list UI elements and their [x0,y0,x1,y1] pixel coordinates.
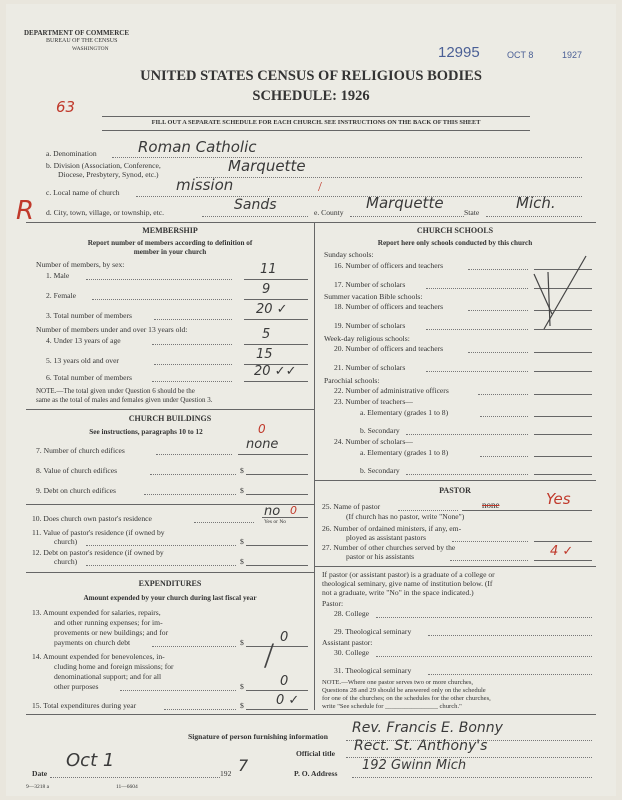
q25-value: Yes [546,490,571,508]
year-prefix: 192 [220,769,232,778]
expenditures-heading: EXPENDITURES [138,579,202,588]
county-value: Marquette [366,194,444,212]
margin-note: 63 [56,98,76,116]
census-schedule-sheet: DEPARTMENT OF COMMERCE BUREAU OF THE CENSUS WASHINGTON 12995 OCT 8 1927 UNITED STATES CENSUS OF RELIGIOUS BODIES SCHEDULE: 1926 63 FILL OUT A SEPARATE SCHEDULE FOR EACH CHURCH. SEE INSTRUCTIONS ON THE BACK OF THIS SHEET a. Denomination Roman Catholic b. Division (Association, Conference, Diocese, Presbytery, Synod, etc.) Marquette c. Local name of church mission / R d. City, town, village, or township, etc. Sands e. County Marquette State Mich. MEMBERSHIP Report number of members according to definition of member in your church Number of members, by sex: 1. Male 11 2. Female 9 3. Total number of members 20 ✓ Number of members under and over 13 years old: 4. Under 13 years of age 5 5. 13 years old and over 15 6. Total number of members 20 ✓✓ NOTE.—The total given under Question 6 should be the same as the total of males and females given under Question 3. CHURCH BUILDINGS See instructions, paragraphs 10 to 12 0 7. Number of church edifices none 8. Value of church edifices $ 9. Debt on church edifices $ 10. Does church own pastor's residence no 0 Yes or No 11. Value of pastor's residence (if owned by church) $ 12. Debt on pastor's residence (if owned by church) $ EXPENDITURES Amount expended by your church during last fiscal year 13. Amount expended for salaries, repairs, and other running expenses; for im- provements or new buildings; and for payments on church debt $ 0 14. Amount expended for benevolences, in- cluding home and foreign missions; for denominational support; and for all other purposes $ 0 15. Total expenditures during year $ 0 ✓ / CHURCH SCHOOLS Report here only schools conducted by this church Sunday schools: 16. Number of officers and teachers 17. Number of scholars Summer vacation Bible schools: 18. Number of officers and teachers 19. Number of scholars Week-day religious schools: 20. Number of officers and teachers 21. Number of scholars Parochial schools: 22. Number of administrative officers 23. Number of teachers— a. Elementary (grades 1 to 8) b. Secondary 24. Number of scholars— a. Elementary (grades 1 to 8) b. Secondary PASTOR 25. Name of pastor none Yes (If church has no pastor, write "None") 26. Number of ordained ministers, if any, em- ployed as assistant pastors 27. Number of other churches served by the pastor or his assistants 4 ✓ If pastor (or assistant pastor) is a graduate of a college or theological seminary, give name of institution below. (If not a graduate, write "No" in the space indicated.) Pastor: 28. College 29. Theological seminary Assistant pastor: 30. College 31. Theological seminary NOTE.—Where one pastor serves two or more churches, Questions 28 and 29 should be answered only on the schedule for one of the churches; on the schedules for the other churches, write "See schedule for ________________ church." Signature of person furnishing information Rev. Francis E. Bonny Official title Rect. St. Anthony's Date Oct 1 192 7 P. O. Address 192 Gwinn Mich 9—3218 a 11—6604 [6,4,616,796]
q12-dollar: $ [240,557,244,566]
weekday-schools: Week-day religious schools: [324,334,410,343]
denomination-value: Roman Catholic [138,138,257,156]
dept-name: DEPARTMENT OF COMMERCE [24,29,130,37]
church-name-value: mission [176,176,234,194]
form-subtitle: SCHEDULE: 1926 [252,88,370,104]
expenditures-intro: Amount expended by your church during last fiscal year [83,594,257,602]
q1-label: 1. Male [46,271,70,280]
city-value: Sands [234,197,277,213]
q13-dollar: $ [240,638,244,647]
q27-value: 4 ✓ [550,544,574,559]
q24b-label: b. Secondary [360,466,400,475]
date-value: Oct 1 [66,750,115,771]
buildings-intro-mark: 0 [258,422,266,436]
q24a-label: a. Elementary (grades 1 to 8) [360,448,449,457]
sunday-schools: Sunday schools: [324,250,374,259]
q26-label: 26. Number of ordained ministers, if any, em- [322,524,462,533]
membership-heading: MEMBERSHIP [142,226,198,235]
parochial-schools: Parochial schools: [324,376,380,385]
members-by-sex: Number of members, by sex: [36,260,125,269]
members-by-age: Number of members under and over 13 years old: [36,325,188,334]
received-stamp-year: 1927 [562,50,583,60]
membership-intro: Report number of members according to definition of [87,239,253,247]
pastor-note-3: for one of the churches; on the schedules for the other churches, [322,695,491,702]
pastor-note-4: write "See schedule for ________________ church." [322,703,462,710]
q23-label: 23. Number of teachers— [334,397,413,406]
pastor-note-2: Questions 28 and 29 should be answered only on the schedule [322,687,486,694]
bureau-name: BUREAU OF THE CENSUS [46,38,118,44]
q23b-label: b. Secondary [360,426,400,435]
buildings-heading: CHURCH BUILDINGS [128,414,212,423]
q3-label: 3. Total number of members [46,311,133,320]
q14-label-3: denominational support; and for all [54,672,162,681]
state-label: State [464,208,480,217]
margin-mark: R [16,196,35,226]
q14-label: 14. Amount expended for benevolences, in- [32,652,165,661]
q8-label: 8. Value of church edifices [36,466,118,475]
form-title: UNITED STATES CENSUS OF RELIGIOUS BODIES [140,68,482,84]
q14-label-4: other purposes [54,682,99,691]
q15-dollar: $ [240,701,244,710]
q12-label-2: church) [54,557,78,566]
q28-label: 28. College [334,609,370,618]
q19-label: 19. Number of scholars [334,321,406,330]
q7-value: none [246,437,279,452]
pastor-subheading: Pastor: [322,599,344,608]
graduate-instructions-3: not a graduate, write "No" in the space indicated.) [322,588,474,597]
q18-label: 18. Number of officers and teachers [334,302,444,311]
division-value: Marquette [228,157,306,175]
q26-label-2: ployed as assistant pastors [346,533,426,542]
membership-intro-2: member in your church [133,248,207,256]
q21-label: 21. Number of scholars [334,363,406,372]
church-name-label: c. Local name of church [46,188,120,197]
q25-struck-value: none [482,500,500,510]
address-label: P. O. Address [294,769,338,778]
q8-dollar: $ [240,466,244,475]
official-title-value: Rect. St. Anthony's [354,738,488,754]
q11-dollar: $ [240,537,244,546]
address-value: 192 Gwinn Mich [362,758,467,773]
q4-label: 4. Under 13 years of age [46,336,121,345]
q20-label: 20. Number of officers and teachers [334,344,444,353]
denomination-label: a. Denomination [46,149,97,158]
q15-label: 15. Total expenditures during year [32,701,137,710]
q11-label: 11. Value of pastor's residence (if owned by [32,528,165,537]
received-stamp-number: 12995 [438,44,480,61]
q15-value: 0 ✓ [276,693,300,708]
q30-label: 30. College [334,648,370,657]
year-value: 7 [238,756,249,775]
q6-value: 20 ✓✓ [254,364,297,379]
q13-label: 13. Amount expended for salaries, repairs, [32,608,161,617]
q23a-label: a. Elementary (grades 1 to 8) [360,408,449,417]
form-number: 9—3218 a [26,784,50,790]
division-label: b. Division (Association, Conference, [46,161,161,170]
q3-value: 20 ✓ [256,302,288,317]
state-value: Mich. [516,194,556,212]
form-instruction: FILL OUT A SEPARATE SCHEDULE FOR EACH CHURCH. SEE INSTRUCTIONS ON THE BACK OF THIS SHEET [151,119,481,126]
county-label: e. County [314,208,344,217]
city-label: d. City, town, village, or township, etc. [46,208,165,217]
membership-note-2: same as the total of males and females given under Question 3. [36,396,213,404]
official-title-label: Official title [296,749,336,758]
q24-label: 24. Number of scholars— [334,437,413,446]
signature-label: Signature of person furnishing information [188,732,328,741]
q9-dollar: $ [240,486,244,495]
q2-label: 2. Female [46,291,76,300]
membership-note: NOTE.—The total given under Question 6 should be the [36,387,195,395]
date-label: Date [32,769,48,778]
q27-label: 27. Number of other churches served by the [322,543,456,552]
pastor-heading: PASTOR [439,486,471,495]
q11-label-2: church) [54,537,78,546]
received-stamp-date: OCT 8 [507,50,534,60]
q14-label-2: cluding home and foreign missions; for [54,662,174,671]
schools-heading: CHURCH SCHOOLS [416,226,494,235]
q14-dollar: $ [240,682,244,691]
signature-value: Rev. Francis E. Bonny [352,720,503,736]
q12-label: 12. Debt on pastor's residence (if owned by [32,548,164,557]
q10-hint: Yes or No [264,519,287,525]
q29-label: 29. Theological seminary [334,627,412,636]
q4-value: 5 [262,327,271,342]
q6-label: 6. Total number of members [46,373,133,382]
q9-label: 9. Debt on church edifices [36,486,116,495]
q25-label: 25. Name of pastor [322,502,381,511]
q5-label: 5. 13 years old and over [46,356,119,365]
schools-intro: Report here only schools conducted by this church [377,239,533,247]
q2-value: 9 [262,282,271,297]
graduate-instructions-2: theological seminary, give name of institution below. (If [322,579,493,588]
q16-label: 16. Number of officers and teachers [334,261,444,270]
q13-label-3: provements or new buildings; and for [54,628,169,637]
q22-label: 22. Number of administrative officers [334,386,449,395]
q14-value: 0 [280,674,289,689]
q25-hint: (If church has no pastor, write "None") [346,512,465,521]
q1-value: 11 [260,262,277,277]
q31-label: 31. Theological seminary [334,666,412,675]
q10-value: no [264,504,281,519]
assistant-subheading: Assistant pastor: [322,638,373,647]
form-number-2: 11—6604 [116,784,138,790]
q10-mark: 0 [290,504,297,517]
q7-label: 7. Number of church edifices [36,446,125,455]
pastor-note: NOTE.—Where one pastor serves two or more churches, [322,679,474,686]
city-name: WASHINGTON [72,46,109,52]
q10-label: 10. Does church own pastor's residence [32,514,152,523]
buildings-intro: See instructions, paragraphs 10 to 12 [89,428,203,436]
q17-label: 17. Number of scholars [334,280,406,289]
q5-value: 15 [256,347,273,362]
q13-value: 0 [280,630,289,645]
vacation-schools: Summer vacation Bible schools: [324,292,423,301]
q13-label-2: and other running expenses; for im- [54,618,163,627]
schools-strike-marks [526,254,596,334]
division-label-2: Diocese, Presbytery, Synod, etc.) [58,170,159,179]
q13-label-4: payments on church debt [54,638,131,647]
graduate-instructions: If pastor (or assistant pastor) is a graduate of a college or [322,570,495,579]
q27-label-2: pastor or his assistants [346,552,415,561]
